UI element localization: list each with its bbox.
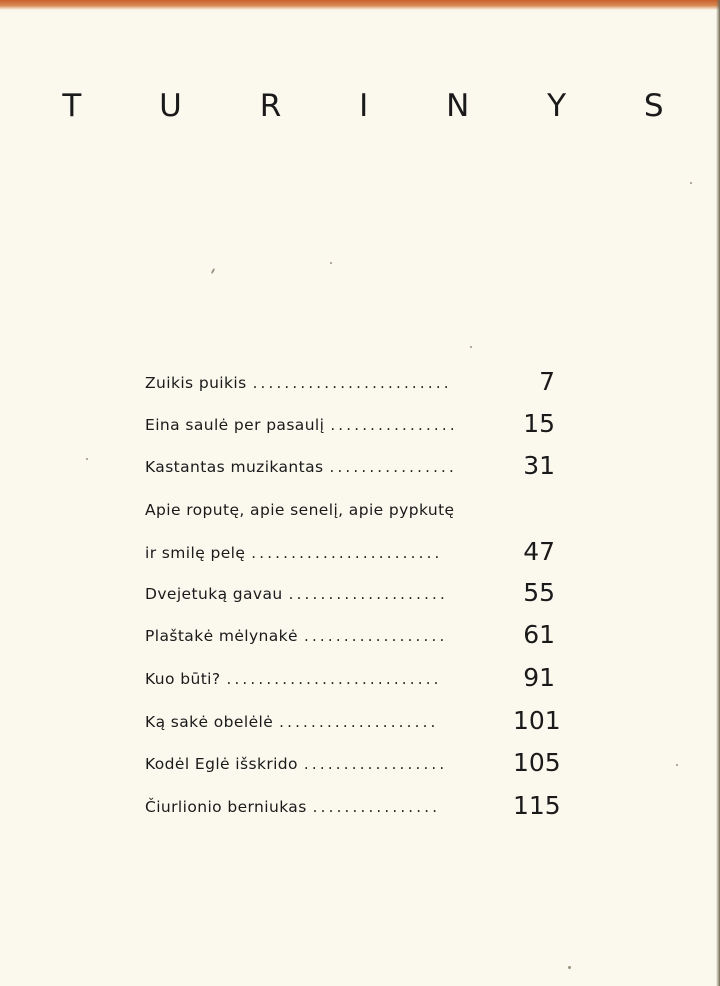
toc-entry-title: Plaštakė mėlynakė bbox=[145, 627, 298, 645]
toc-entry bbox=[145, 571, 555, 607]
toc-page-number: 91 bbox=[523, 663, 555, 692]
toc-entry bbox=[145, 741, 561, 777]
paper-speck bbox=[690, 182, 692, 184]
toc-entry-title: Kodėl Eglė išskrido bbox=[145, 755, 298, 773]
toc-leader-dots: ......................... bbox=[252, 374, 452, 392]
toc-page-number: 31 bbox=[523, 451, 555, 480]
toc-entry bbox=[145, 784, 561, 820]
toc-leader-dots: ................ bbox=[329, 458, 457, 476]
toc-leader-dots: ................ bbox=[312, 798, 441, 816]
toc-page-number: 15 bbox=[523, 409, 555, 438]
toc-entry-title: Eina saulė per pasaulį bbox=[145, 416, 325, 434]
toc-entry bbox=[145, 656, 555, 692]
toc-leader-dots: .................... bbox=[288, 585, 448, 603]
toc-entry-title: Čiurlionio berniukas bbox=[145, 798, 307, 816]
toc-entry bbox=[145, 487, 555, 523]
paper-speck bbox=[211, 268, 216, 274]
toc-page-number: 101 bbox=[513, 706, 561, 735]
page-top-edge bbox=[0, 0, 720, 10]
toc-entry-title: Kuo būti? bbox=[145, 670, 221, 688]
paper-speck bbox=[568, 966, 571, 969]
toc-entry bbox=[145, 613, 555, 649]
paper-speck bbox=[330, 262, 332, 264]
toc-entry bbox=[145, 699, 561, 735]
toc-entry bbox=[145, 530, 555, 566]
toc-leader-dots: .................. bbox=[304, 627, 448, 645]
toc-page-number: 61 bbox=[523, 620, 555, 649]
toc-leader-dots: ........................ bbox=[251, 544, 443, 562]
toc-entry-title: Zuikis puikis bbox=[145, 374, 247, 392]
toc-entry-title: Kastantas muzikantas bbox=[145, 458, 324, 476]
toc-leader-dots: ................ bbox=[330, 416, 458, 434]
toc-entry-title: Apie roputę, apie senelį, apie pypkutę bbox=[145, 501, 455, 519]
page-right-edge bbox=[716, 0, 720, 986]
toc-page-number: 47 bbox=[523, 537, 555, 566]
toc-page-number: 55 bbox=[523, 578, 555, 607]
toc-entry-title: Dvejetuką gavau bbox=[145, 585, 283, 603]
toc-leader-dots: .................. bbox=[303, 755, 448, 773]
toc-leader-dots: .................... bbox=[279, 713, 439, 731]
toc-entry-title: ir smilę pelę bbox=[145, 544, 246, 562]
toc-entry bbox=[145, 360, 555, 396]
toc-leader-dots: ........................... bbox=[226, 670, 442, 688]
page-title: T U R I N Y S bbox=[62, 88, 698, 124]
toc-entry bbox=[145, 402, 555, 438]
toc-page-number: 7 bbox=[539, 367, 555, 396]
toc-entry bbox=[145, 444, 555, 480]
paper-speck bbox=[470, 346, 472, 348]
toc-entry-title: Ką sakė obelėlė bbox=[145, 713, 274, 731]
paper-speck bbox=[86, 458, 88, 460]
toc-page-number: 105 bbox=[513, 748, 561, 777]
paper-speck bbox=[676, 764, 678, 766]
toc-page-number: 115 bbox=[513, 791, 561, 820]
